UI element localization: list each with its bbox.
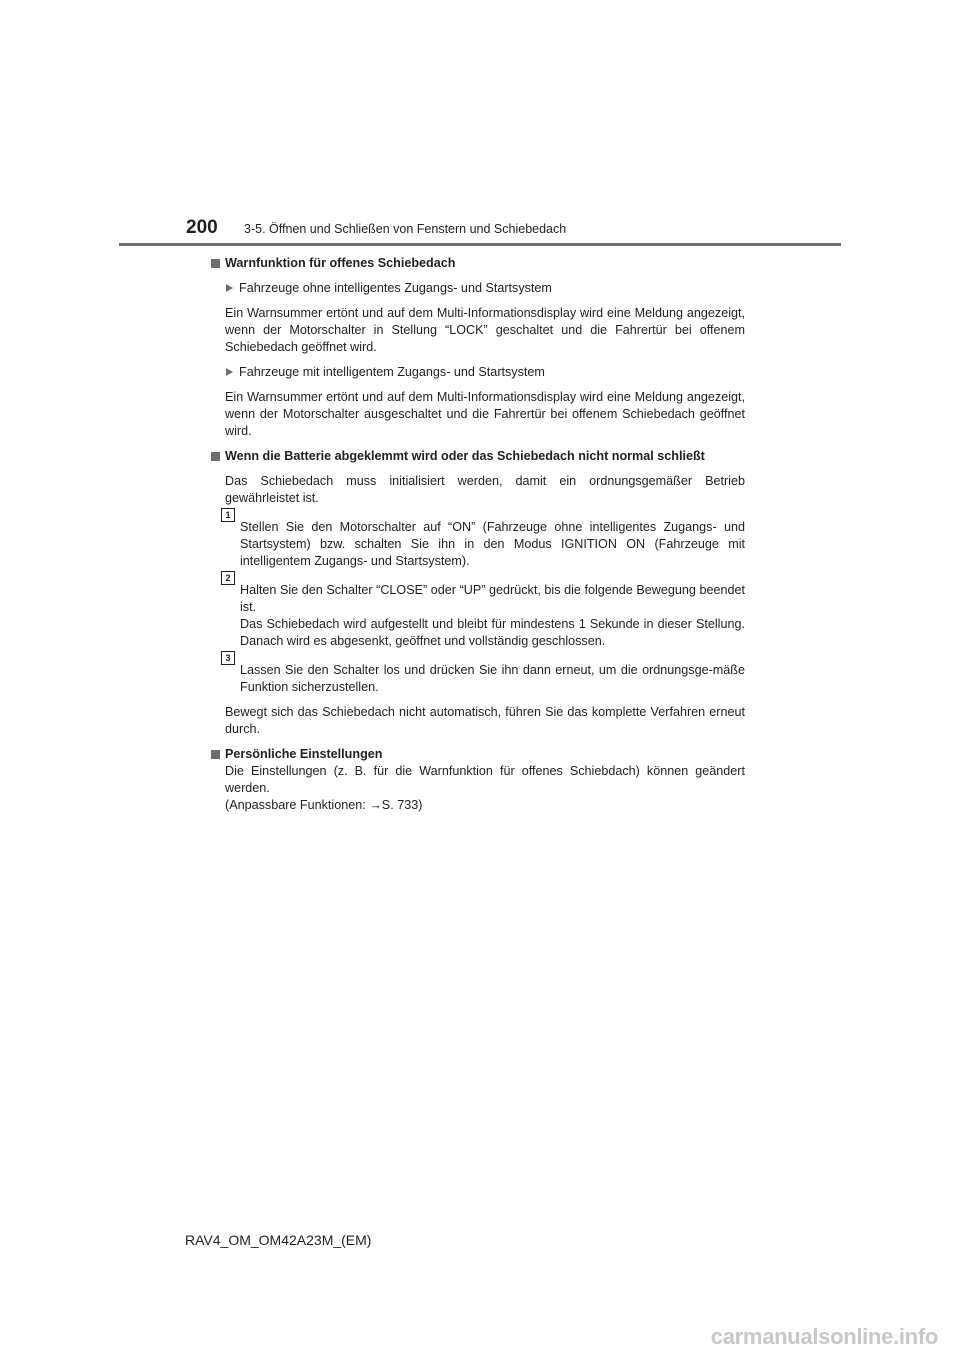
step-1 xyxy=(225,510,745,570)
subsection-with-smart-key xyxy=(225,364,745,381)
header-rule xyxy=(119,243,841,246)
step-2 xyxy=(225,573,745,650)
section-heading-battery xyxy=(210,448,745,465)
subsection-text: Fahrzeuge mit intelligentem Zugangs- und Startsystem xyxy=(239,365,545,379)
triangle-bullet-icon xyxy=(226,368,233,376)
step-text: Halten Sie den Schalter “CLOSE” oder “UP” gedrückt, bis die folgende Bewegung beendet ist. xyxy=(240,583,745,614)
section-heading-personal xyxy=(210,746,745,763)
step-text-detail: Das Schiebedach wird aufgestellt und bleibt für mindestens 1 Sekunde in dieser Stellung. Danach wird es abgesenkt, geöffnet und vollständig geschlossen. xyxy=(240,617,745,648)
step-text: Lassen Sie den Schalter los und drücken Sie ihn dann erneut, um die ordnungsge-mäße Funktion sicherzustellen. xyxy=(240,663,745,694)
triangle-bullet-icon xyxy=(226,284,233,292)
step-number-badge: 2 xyxy=(221,571,235,585)
step-number-badge: 3 xyxy=(221,651,235,665)
paragraph: Das Schiebedach muss initialisiert werden, damit ein ordnungsgemäßer Betrieb gewährleistet ist. xyxy=(225,474,745,505)
heading-text: Persönliche Einstellungen xyxy=(225,747,383,761)
footer-model-code: RAV4_OM_OM42A23M_(EM) xyxy=(185,1232,372,1248)
heading-text: Warnfunktion für offenes Schiebedach xyxy=(225,256,456,270)
header-title: 3-5. Öffnen und Schließen von Fenstern und Schiebedach xyxy=(244,222,567,236)
section-heading-warning xyxy=(210,255,745,272)
watermark-logo: carmanualsonline.info xyxy=(710,1324,938,1349)
subsection-text: Fahrzeuge ohne intelligentes Zugangs- und Startsystem xyxy=(239,281,552,295)
step-3 xyxy=(225,653,745,696)
paragraph: Die Einstellungen (z. B. für die Warnfunktion für offenes Schiebdach) können geändert werden. xyxy=(225,764,745,795)
paragraph: Bewegt sich das Schiebedach nicht automatisch, führen Sie das komplette Verfahren erneut durch. xyxy=(225,705,745,736)
square-bullet-icon xyxy=(211,259,220,268)
page-number: 200 xyxy=(186,217,218,238)
subsection-without-smart-key xyxy=(225,280,745,297)
cross-reference[interactable]: (Anpassbare Funktionen: →S. 733) xyxy=(225,798,423,812)
square-bullet-icon xyxy=(211,750,220,759)
step-number-badge: 1 xyxy=(221,508,235,522)
page-content xyxy=(210,255,745,822)
square-bullet-icon xyxy=(211,452,220,461)
paragraph: Ein Warnsummer ertönt und auf dem Multi-Informationsdisplay wird eine Meldung angezeigt, wenn der Motorschalter ausgeschaltet und die Fahrertür bei offenem Schiebedach geöffnet wird. xyxy=(225,390,745,438)
step-text: Stellen Sie den Motorschalter auf “ON” (Fahrzeuge ohne intelligentes Zugangs- und Startsystem) bzw. schalten Sie ihn in den Modus IGNITION ON (Fahrzeuge mit intelligentem Zugangs- und Startsystem). xyxy=(240,520,745,568)
heading-text: Wenn die Batterie abgeklemmt wird oder das Schiebedach nicht normal schließt xyxy=(225,449,705,463)
paragraph: Ein Warnsummer ertönt und auf dem Multi-Informationsdisplay wird eine Meldung angezeigt, wenn der Motorschalter in Stellung “LOCK” geschaltet und die Fahrertür bei offenem Schiebedach geöffnet wird. xyxy=(225,306,745,354)
